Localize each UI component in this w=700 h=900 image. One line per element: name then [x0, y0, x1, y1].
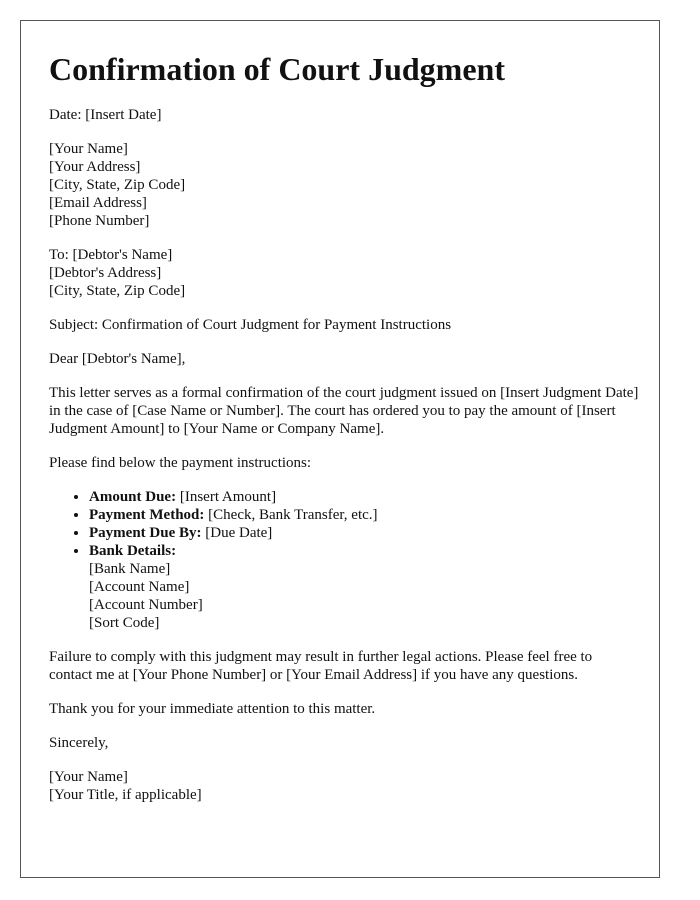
letter-page — [20, 20, 660, 878]
recipient-block — [49, 246, 639, 300]
body-paragraph: This letter serves as a formal confirmation of the court judgment issued on [Insert Judgment Date] in the case of [Case Name or Number]. The court has ordered you to pay the amount of [Insert Judgment Amount] to [Your Name or Company Name]. — [49, 385, 639, 437]
due-value: [Due Date] — [201, 525, 273, 541]
method-value: [Check, Bank Transfer, etc.] — [204, 507, 378, 523]
sender-name: [Your Name] — [49, 141, 128, 157]
letter-content — [49, 49, 639, 820]
compliance-paragraph: Failure to comply with this judgment may result in further legal actions. Please feel free to contact me at [Your Phone Number] or [Your Email Address] if you have any questions. — [49, 649, 593, 683]
bank-details-item — [89, 542, 639, 632]
account-number: [Account Number] — [89, 597, 203, 613]
due-label: Payment Due By: — [89, 525, 202, 541]
sender-email: [Email Address] — [49, 195, 147, 211]
sender-address: [Your Address] — [49, 159, 141, 175]
amount-value: [Insert Amount] — [176, 489, 277, 505]
recipient-address: [Debtor's Address] — [49, 265, 162, 281]
sender-city: [City, State, Zip Code] — [49, 177, 186, 193]
instructions-intro: Please find below the payment instructions: — [49, 455, 312, 471]
closing-line: Sincerely, — [49, 735, 109, 751]
date-line: Date: [Insert Date] — [49, 107, 162, 123]
amount-label: Amount Due: — [89, 489, 177, 505]
signature-title: [Your Title, if applicable] — [49, 787, 202, 803]
signature-block — [49, 768, 639, 804]
letter-title: Confirmation of Court Judgment — [49, 51, 505, 87]
bank-name: [Bank Name] — [89, 561, 171, 577]
recipient-city: [City, State, Zip Code] — [49, 283, 186, 299]
sender-block — [49, 140, 639, 230]
sender-phone: [Phone Number] — [49, 213, 150, 229]
payment-amount-item — [89, 488, 639, 506]
bank-label: Bank Details: — [89, 543, 177, 559]
method-label: Payment Method: — [89, 507, 205, 523]
sort-code: [Sort Code] — [89, 615, 160, 631]
subject-line: Subject: Confirmation of Court Judgment for Payment Instructions — [49, 317, 452, 333]
salutation: Dear [Debtor's Name], — [49, 351, 186, 367]
payment-list — [49, 488, 639, 632]
account-name: [Account Name] — [89, 579, 190, 595]
payment-due-item — [89, 524, 639, 542]
payment-method-item — [89, 506, 639, 524]
signature-name: [Your Name] — [49, 769, 128, 785]
thanks-line: Thank you for your immediate attention to this matter. — [49, 701, 376, 717]
recipient-name: To: [Debtor's Name] — [49, 247, 173, 263]
